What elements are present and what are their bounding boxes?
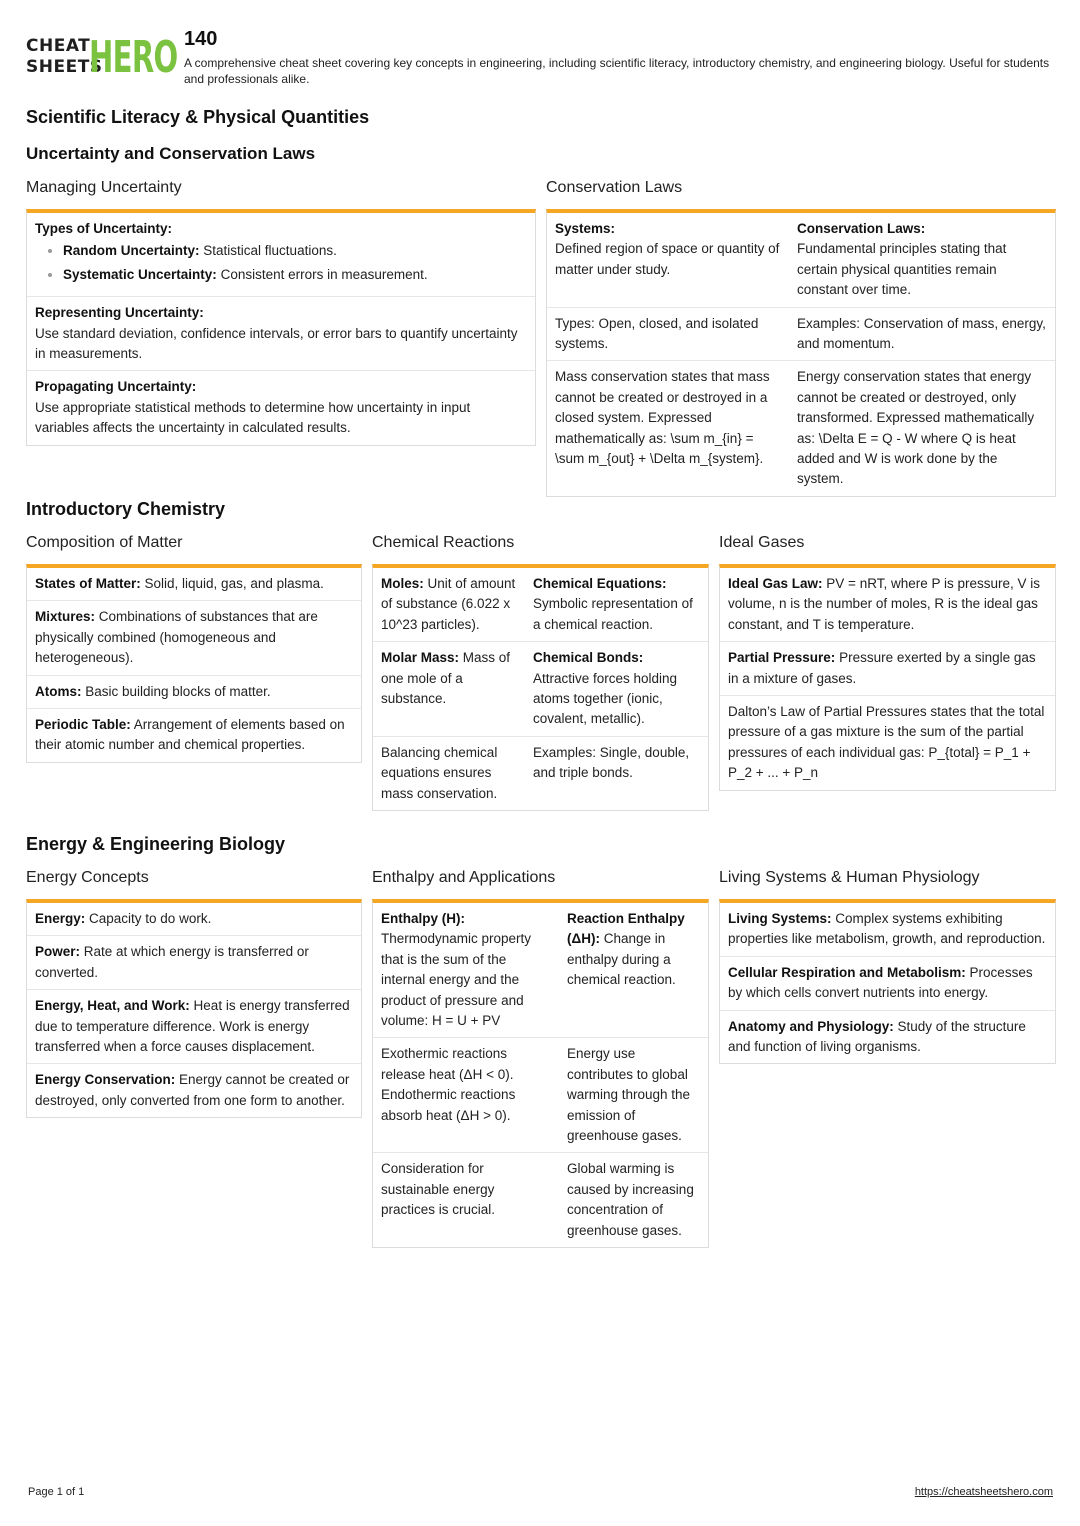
random-label: Random Uncertainty: [63, 243, 200, 259]
energy-label: Energy: [35, 911, 86, 926]
periodic-label: Periodic Table: [35, 717, 131, 733]
card-title-managing-uncertainty: Managing Uncertainty [26, 179, 182, 196]
table-cell: Exothermic reactions release heat (ΔH < 0). Endothermic reactions absorb heat (ΔH > 0). [381, 1046, 516, 1123]
anatomy-text: Study of the structure and function of living organisms. [728, 1018, 1026, 1055]
card-enthalpy [372, 899, 709, 1248]
conservation-laws-label: Conservation Laws: [797, 221, 926, 236]
section-title-energy-biology: Energy & Engineering Biology [26, 834, 286, 854]
page-title: 140 [184, 28, 218, 50]
equations-text: Symbolic representation of a chemical reaction. [533, 596, 693, 632]
ehw-text: Heat is energy transferred due to temperature difference. Work is energy transferred when a force causes displacement. [35, 998, 350, 1055]
table-cell [547, 213, 789, 307]
reaction-enthalpy-label: Reaction Enthalpy (ΔH): [567, 911, 685, 947]
card-title-living-systems: Living Systems & Human Physiology [719, 869, 980, 886]
table-cell: Types: Open, closed, and isolated systems. [555, 315, 759, 352]
reaction-enthalpy-text: Change in enthalpy during a chemical reaction. [567, 931, 676, 988]
ideal-gas-law-text: PV = nRT, where P is pressure, V is volume, n is the number of moles, R is the ideal gas constant, and T is temperature. [728, 576, 1041, 632]
states-label: States of Matter: [35, 576, 141, 591]
table-row [373, 1038, 708, 1153]
list-item [27, 676, 361, 709]
table-cell: Global warming is caused by increasing concentration of greenhouse gases. [567, 1161, 694, 1238]
table-cell: Energy conservation states that energy cannot be created or destroyed, only transformed. Expressed mathematically as: \Delta E = Q - W where Q is heat added and W is work done by the system. [797, 369, 1035, 487]
conservation-laws-text: Fundamental principles stating that certain physical quantities remain constant over time. [797, 241, 1007, 298]
table-cell: Examples: Single, double, and triple bonds. [533, 744, 690, 781]
table-row [547, 213, 1055, 308]
representing-text: Use standard deviation, confidence intervals, or error bars to quantify uncertainty in measurements. [35, 325, 518, 362]
table-row [373, 568, 708, 642]
table-cell [373, 568, 525, 641]
table-cell: Consideration for sustainable energy practices is crucial. [381, 1161, 496, 1218]
list-item [720, 568, 1055, 642]
card-energy-concepts [26, 899, 362, 1118]
propagating-text: Use appropriate statistical methods to determine how uncertainty in input variables affects the uncertainty in calculated results. [35, 399, 471, 436]
moles-label: Moles: [381, 576, 424, 591]
bonds-text: Attractive forces holding atoms together (ionic, covalent, metallic). [533, 670, 678, 727]
uncertainty-types-list [35, 241, 527, 285]
logo-hero: HERO [89, 32, 178, 83]
section-title-introductory-chemistry: Introductory Chemistry [26, 499, 226, 519]
list-item [63, 241, 527, 261]
enthalpy-text: Thermodynamic property that is the sum of the internal energy and the product of pressure and volume: H = U + PV [381, 931, 532, 1029]
list-item [63, 265, 527, 285]
card-title-ideal-gases: Ideal Gases [719, 534, 805, 551]
partial-pressure-text: Pressure exerted by a single gas in a mixture of gases. [728, 650, 1036, 686]
card-title-enthalpy: Enthalpy and Applications [372, 869, 556, 886]
anatomy-label: Anatomy and Physiology: [728, 1018, 894, 1034]
list-item: Dalton’s Law of Partial Pressures states that the total pressure of a gas mixture is the sum of the partial pressures of each individual gas: P_{total} = P_1 + P_2 + ... + P_n [728, 704, 1045, 781]
mixtures-label: Mixtures: [35, 609, 96, 625]
partial-pressure-label: Partial Pressure: [728, 650, 836, 666]
enthalpy-label: Enthalpy (H): [381, 911, 465, 926]
list-item [27, 568, 361, 601]
table-cell [525, 568, 708, 641]
logo-cheat: CHEAT [26, 36, 91, 56]
cellular-respiration-label: Cellular Respiration and Metabolism: [728, 964, 966, 980]
power-text: Rate at which energy is transferred or converted. [35, 944, 309, 980]
card-ideal-gases [719, 564, 1056, 791]
card-conservation-laws [546, 209, 1056, 497]
logo-sheets: SHEETS [26, 57, 103, 77]
list-item [720, 957, 1055, 1011]
living-systems-text: Complex systems exhibiting properties like metabolism, growth, and reproduction. [728, 911, 1046, 947]
list-item [720, 903, 1055, 957]
page-number: Page 1 of 1 [28, 1486, 85, 1498]
row-representing-uncertainty [27, 297, 535, 371]
atoms-label: Atoms: [35, 683, 82, 699]
cheatsheetshero-logo[interactable] [26, 32, 178, 83]
ideal-gas-law-label: Ideal Gas Law: [728, 576, 823, 591]
list-item [27, 903, 361, 936]
energy-text: Capacity to do work. [85, 911, 212, 926]
table-cell: Mass conservation states that mass cannot be created or destroyed in a closed system. Expressed mathematically as: \sum m_{in} = \sum m_{out} + \Delta m_{system}. [555, 369, 770, 467]
energy-conservation-text: Energy cannot be created or destroyed, only converted from one form to another. [35, 1072, 350, 1108]
types-label: Types of Uncertainty: [35, 221, 173, 236]
mixtures-text: Combinations of substances that are physically combined (homogeneous and heterogeneous). [35, 609, 318, 666]
table-row [373, 737, 708, 810]
systems-label: Systems: [555, 221, 616, 236]
list-item [27, 1064, 361, 1117]
list-item [27, 601, 361, 675]
living-systems-label: Living Systems: [728, 911, 832, 926]
propagating-label: Propagating Uncertainty: [35, 379, 197, 395]
representing-label: Representing Uncertainty: [35, 305, 204, 321]
table-cell [559, 903, 708, 1037]
molar-mass-text: Mass of one mole of a substance. [381, 650, 511, 707]
table-cell: Energy use contributes to global warming through the emission of greenhouse gases. [567, 1046, 691, 1144]
table-row [547, 361, 1055, 495]
table-cell: Balancing chemical equations ensures mass conservation. [381, 744, 498, 801]
random-text: Statistical fluctuations. [199, 243, 337, 259]
page-header [26, 28, 1056, 88]
cellular-respiration-text: Processes by which cells convert nutrients into energy. [728, 964, 1033, 1001]
list-item [720, 1011, 1055, 1064]
card-title-energy-concepts: Energy Concepts [26, 869, 149, 886]
moles-text: Unit of amount of substance (6.022 x 10^23 particles). [381, 576, 516, 632]
card-title-composition-of-matter: Composition of Matter [26, 534, 183, 551]
page-description: A comprehensive cheat sheet covering key concepts in engineering, including scientific literacy, introductory chemistry, and engineering biology. Useful for students and professionals alike. [184, 56, 1050, 86]
table-cell: Examples: Conservation of mass, energy, and momentum. [797, 315, 1046, 352]
systematic-label: Systematic Uncertainty: [63, 266, 217, 282]
table-cell [525, 642, 708, 736]
table-cell [373, 642, 525, 736]
row-propagating-uncertainty [27, 371, 535, 444]
equations-label: Chemical Equations: [533, 576, 667, 591]
footer-link[interactable]: https://cheatsheetshero.com [914, 1486, 1053, 1498]
table-cell [373, 903, 559, 1037]
bonds-label: Chemical Bonds: [533, 650, 644, 666]
card-chemical-reactions [372, 564, 709, 811]
power-label: Power: [35, 944, 81, 960]
ehw-label: Energy, Heat, and Work: [35, 998, 190, 1014]
card-title-conservation-laws: Conservation Laws [546, 179, 683, 196]
table-row [547, 308, 1055, 362]
molar-mass-label: Molar Mass: [381, 650, 460, 666]
list-item [27, 936, 361, 990]
card-title-chemical-reactions: Chemical Reactions [372, 534, 515, 551]
subsection-title-uncertainty-conservation: Uncertainty and Conservation Laws [26, 144, 316, 163]
list-item [27, 990, 361, 1064]
list-item [27, 709, 361, 762]
systematic-text: Consistent errors in measurement. [216, 266, 428, 282]
card-living-systems [719, 899, 1056, 1064]
section-title-scientific-literacy: Scientific Literacy & Physical Quantities [26, 107, 370, 127]
table-row [373, 903, 708, 1038]
card-composition-of-matter [26, 564, 362, 763]
atoms-text: Basic building blocks of matter. [81, 683, 271, 699]
row-types-of-uncertainty [27, 213, 535, 297]
energy-conservation-label: Energy Conservation: [35, 1072, 176, 1088]
list-item [720, 642, 1055, 696]
systems-text: Defined region of space or quantity of matter under study. [555, 241, 780, 277]
periodic-text: Arrangement of elements based on their atomic number and chemical properties. [35, 717, 345, 753]
states-text: Solid, liquid, gas, and plasma. [140, 576, 324, 591]
table-row [373, 1153, 708, 1247]
table-row [373, 642, 708, 737]
table-cell [789, 213, 1055, 307]
card-managing-uncertainty [26, 209, 536, 446]
